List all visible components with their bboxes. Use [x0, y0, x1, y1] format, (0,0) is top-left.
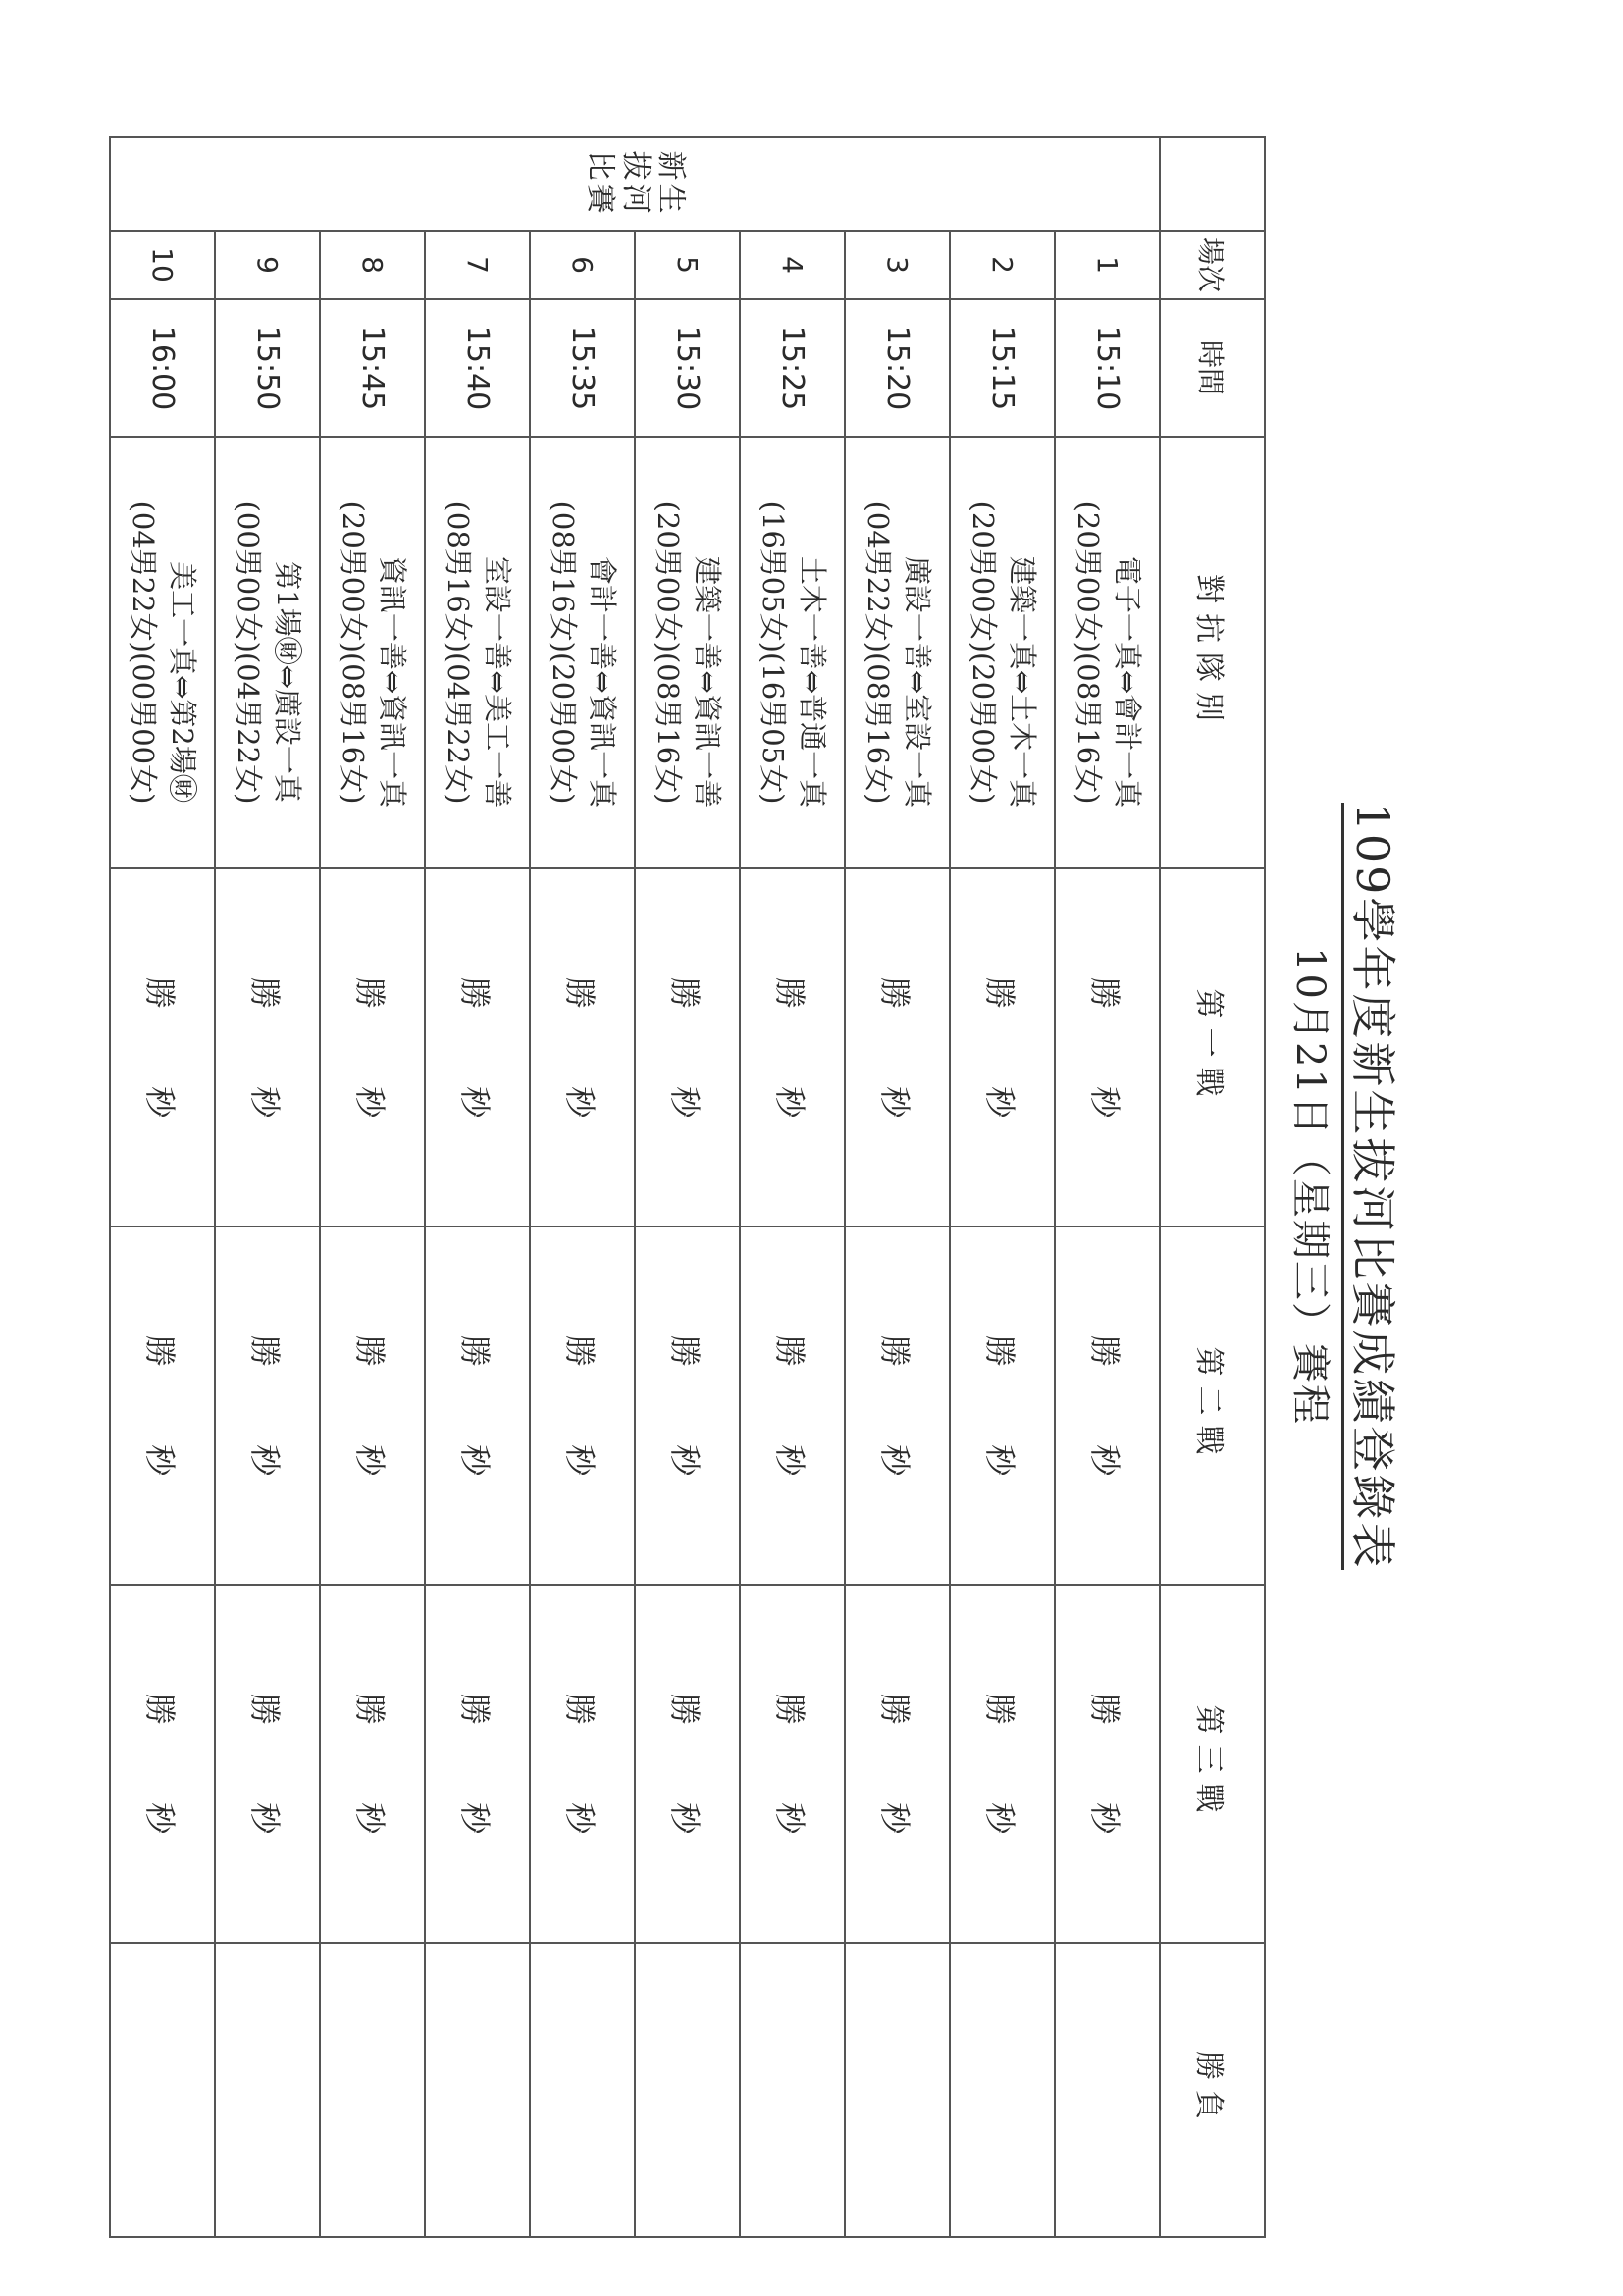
win-label: 勝 [141, 1334, 180, 1367]
seconds-label: 秒 [561, 1802, 600, 1835]
seconds-label: 秒 [981, 1444, 1020, 1477]
table-row [215, 137, 320, 2237]
win-label: 勝 [981, 976, 1020, 1009]
seconds-label: 秒 [771, 1802, 810, 1835]
round1-cell[interactable] [845, 868, 950, 1226]
matchup-rosters: (04男22女)(00男00女) [127, 500, 161, 805]
match-time: 15:45 [320, 299, 425, 437]
win-label: 勝 [981, 1693, 1020, 1725]
matchup-teams: 電子一真⇔會計一真 [1110, 555, 1144, 809]
match-time: 15:50 [215, 299, 320, 437]
round3-cell[interactable] [425, 1585, 530, 1943]
win-label: 勝 [771, 976, 810, 1009]
header-round1: 第一戰 [1160, 868, 1265, 1226]
round2-cell[interactable] [530, 1226, 635, 1585]
seconds-label: 秒 [876, 1802, 915, 1835]
win-label: 勝 [561, 976, 600, 1009]
seconds-label: 秒 [246, 1444, 285, 1477]
result-cell[interactable] [215, 1943, 320, 2237]
seconds-label: 秒 [141, 1086, 180, 1119]
matchup-teams: 資訊一善⇔資訊一真 [375, 555, 409, 809]
event-label: 新生拔河比賽 [583, 150, 688, 218]
matchup-cell [425, 437, 530, 868]
document-title-text: 109學年度新生拔河比賽成績登錄表 [1341, 803, 1399, 1571]
round1-cell[interactable] [320, 868, 425, 1226]
matchup-cell [950, 437, 1055, 868]
round2-cell[interactable] [110, 1226, 215, 1585]
seconds-label: 秒 [141, 1444, 180, 1477]
round2-cell[interactable] [740, 1226, 845, 1585]
matchup-cell [530, 437, 635, 868]
header-result: 勝負 [1160, 1943, 1265, 2237]
result-cell[interactable] [1055, 1943, 1160, 2237]
round3-cell[interactable] [110, 1585, 215, 1943]
win-label: 勝 [1086, 1334, 1125, 1367]
win-label: 勝 [1086, 1693, 1125, 1725]
win-label: 勝 [141, 1693, 180, 1725]
match-time: 15:30 [635, 299, 740, 437]
matchup-cell [110, 437, 215, 868]
header-teams: 對抗隊別 [1160, 437, 1265, 868]
round2-cell[interactable] [1055, 1226, 1160, 1585]
matchup-rosters: (20男00女)(20男00女) [967, 500, 1001, 805]
seconds-label: 秒 [1086, 1802, 1125, 1835]
matchup-cell [320, 437, 425, 868]
match-time: 15:35 [530, 299, 635, 437]
win-label: 勝 [666, 1334, 705, 1367]
seconds-label: 秒 [246, 1086, 285, 1119]
match-number: 6 [530, 231, 635, 299]
round1-cell[interactable] [530, 868, 635, 1226]
matchup-rosters: (00男00女)(04男22女) [232, 500, 266, 805]
document-subtitle: 10月21日（星期三）賽程 [1287, 947, 1333, 1426]
event-label-header [1160, 137, 1265, 231]
document-title [1343, 136, 1408, 2236]
match-time: 15:20 [845, 299, 950, 437]
match-number: 8 [320, 231, 425, 299]
round3-cell[interactable] [215, 1585, 320, 1943]
win-label: 勝 [246, 1334, 285, 1367]
table-row [950, 137, 1055, 2237]
matchup-rosters: (08男16女)(20男00女) [547, 500, 581, 805]
table-row [320, 137, 425, 2237]
match-time: 15:10 [1055, 299, 1160, 437]
round1-cell[interactable] [1055, 868, 1160, 1226]
round3-cell[interactable] [1055, 1585, 1160, 1943]
round3-cell[interactable] [845, 1585, 950, 1943]
win-label: 勝 [876, 1693, 915, 1725]
matchup-rosters: (20男00女)(08男16女) [1072, 500, 1106, 805]
match-number: 10 [110, 231, 215, 299]
header-round3: 第三戰 [1160, 1585, 1265, 1943]
win-label: 勝 [351, 1334, 390, 1367]
match-time: 16:00 [110, 299, 215, 437]
table-row [845, 137, 950, 2237]
match-rows [110, 137, 1160, 2237]
round2-cell[interactable] [215, 1226, 320, 1585]
seconds-label: 秒 [351, 1802, 390, 1835]
win-label: 勝 [561, 1334, 600, 1367]
round1-cell[interactable] [215, 868, 320, 1226]
round3-cell[interactable] [950, 1585, 1055, 1943]
result-cell[interactable] [845, 1943, 950, 2237]
round2-cell[interactable] [950, 1226, 1055, 1585]
result-cell[interactable] [530, 1943, 635, 2237]
win-label: 勝 [981, 1334, 1020, 1367]
matchup-cell [635, 437, 740, 868]
win-label: 勝 [561, 1693, 600, 1725]
matchup-teams: 會計一善⇔資訊一真 [585, 555, 619, 809]
round2-cell[interactable] [845, 1226, 950, 1585]
match-number: 4 [740, 231, 845, 299]
win-label: 勝 [351, 976, 390, 1009]
round1-cell[interactable] [425, 868, 530, 1226]
win-label: 勝 [246, 976, 285, 1009]
win-label: 勝 [456, 1334, 495, 1367]
win-label: 勝 [1086, 976, 1125, 1009]
matchup-rosters: (20男00女)(08男16女) [337, 500, 371, 805]
win-label: 勝 [876, 1334, 915, 1367]
win-label: 勝 [666, 976, 705, 1009]
matchup-rosters: (04男22女)(08男16女) [862, 500, 896, 805]
round2-cell[interactable] [425, 1226, 530, 1585]
match-number: 3 [845, 231, 950, 299]
seconds-label: 秒 [876, 1086, 915, 1119]
round2-cell[interactable] [635, 1226, 740, 1585]
header-time: 時間 [1160, 299, 1265, 437]
matchup-teams: 廣設一善⇔室設一真 [900, 555, 934, 809]
header-match-no: 場次 [1160, 231, 1265, 299]
match-time: 15:25 [740, 299, 845, 437]
seconds-label: 秒 [561, 1444, 600, 1477]
win-label: 勝 [666, 1693, 705, 1725]
seconds-label: 秒 [981, 1802, 1020, 1835]
results-table [109, 136, 1266, 2238]
seconds-label: 秒 [666, 1444, 705, 1477]
match-time: 15:15 [950, 299, 1055, 437]
match-number: 9 [215, 231, 320, 299]
seconds-label: 秒 [456, 1444, 495, 1477]
matchup-teams: 美工一真⇔第2場㊖ [165, 561, 199, 803]
win-label: 勝 [456, 976, 495, 1009]
round3-cell[interactable] [635, 1585, 740, 1943]
rotated-form-sheet [127, 136, 1418, 2236]
matchup-cell [845, 437, 950, 868]
table-row [740, 137, 845, 2237]
match-number: 5 [635, 231, 740, 299]
result-cell[interactable] [320, 1943, 425, 2237]
match-number: 7 [425, 231, 530, 299]
round1-cell[interactable] [950, 868, 1055, 1226]
seconds-label: 秒 [876, 1444, 915, 1477]
result-cell[interactable] [950, 1943, 1055, 2237]
seconds-label: 秒 [1086, 1086, 1125, 1119]
matchup-teams: 第1場㊖⇔廣設一真 [270, 561, 304, 803]
seconds-label: 秒 [141, 1802, 180, 1835]
win-label: 勝 [771, 1693, 810, 1725]
header-round2: 第二戰 [1160, 1226, 1265, 1585]
header-row [1160, 137, 1265, 2237]
table-row [1055, 137, 1160, 2237]
result-cell[interactable] [425, 1943, 530, 2237]
win-label: 勝 [246, 1693, 285, 1725]
matchup-teams: 建築一善⇔資訊一善 [690, 555, 724, 809]
seconds-label: 秒 [456, 1802, 495, 1835]
table-row [425, 137, 530, 2237]
win-label: 勝 [876, 976, 915, 1009]
round1-cell[interactable] [635, 868, 740, 1226]
table-row [635, 137, 740, 2237]
matchup-rosters: (16男05女)(16男05女) [757, 500, 791, 805]
matchup-teams: 建築一真⇔土木一真 [1005, 555, 1039, 809]
seconds-label: 秒 [666, 1086, 705, 1119]
seconds-label: 秒 [981, 1086, 1020, 1119]
event-label-cell [110, 137, 1160, 231]
result-cell[interactable] [110, 1943, 215, 2237]
round1-cell[interactable] [740, 868, 845, 1226]
round3-cell[interactable] [320, 1585, 425, 1943]
round2-cell[interactable] [320, 1226, 425, 1585]
matchup-teams: 土木一善⇔普通一真 [795, 555, 829, 809]
seconds-label: 秒 [666, 1802, 705, 1835]
matchup-rosters: (20男00女)(08男16女) [652, 500, 686, 805]
matchup-rosters: (08男16女)(04男22女) [442, 500, 476, 805]
win-label: 勝 [771, 1334, 810, 1367]
matchup-teams: 室設一善⇔美工一善 [480, 555, 514, 809]
round1-cell[interactable] [110, 868, 215, 1226]
seconds-label: 秒 [1086, 1444, 1125, 1477]
seconds-label: 秒 [561, 1086, 600, 1119]
match-time: 15:40 [425, 299, 530, 437]
matchup-cell [740, 437, 845, 868]
seconds-label: 秒 [771, 1444, 810, 1477]
win-label: 勝 [456, 1693, 495, 1725]
seconds-label: 秒 [246, 1802, 285, 1835]
result-cell[interactable] [740, 1943, 845, 2237]
win-label: 勝 [351, 1693, 390, 1725]
matchup-cell [1055, 437, 1160, 868]
seconds-label: 秒 [351, 1444, 390, 1477]
result-cell[interactable] [635, 1943, 740, 2237]
matchup-cell [215, 437, 320, 868]
table-row [110, 137, 215, 2237]
seconds-label: 秒 [351, 1086, 390, 1119]
table-row [530, 137, 635, 2237]
seconds-label: 秒 [771, 1086, 810, 1119]
match-number: 1 [1055, 231, 1160, 299]
match-number: 2 [950, 231, 1055, 299]
seconds-label: 秒 [456, 1086, 495, 1119]
win-label: 勝 [141, 976, 180, 1009]
round3-cell[interactable] [530, 1585, 635, 1943]
round3-cell[interactable] [740, 1585, 845, 1943]
